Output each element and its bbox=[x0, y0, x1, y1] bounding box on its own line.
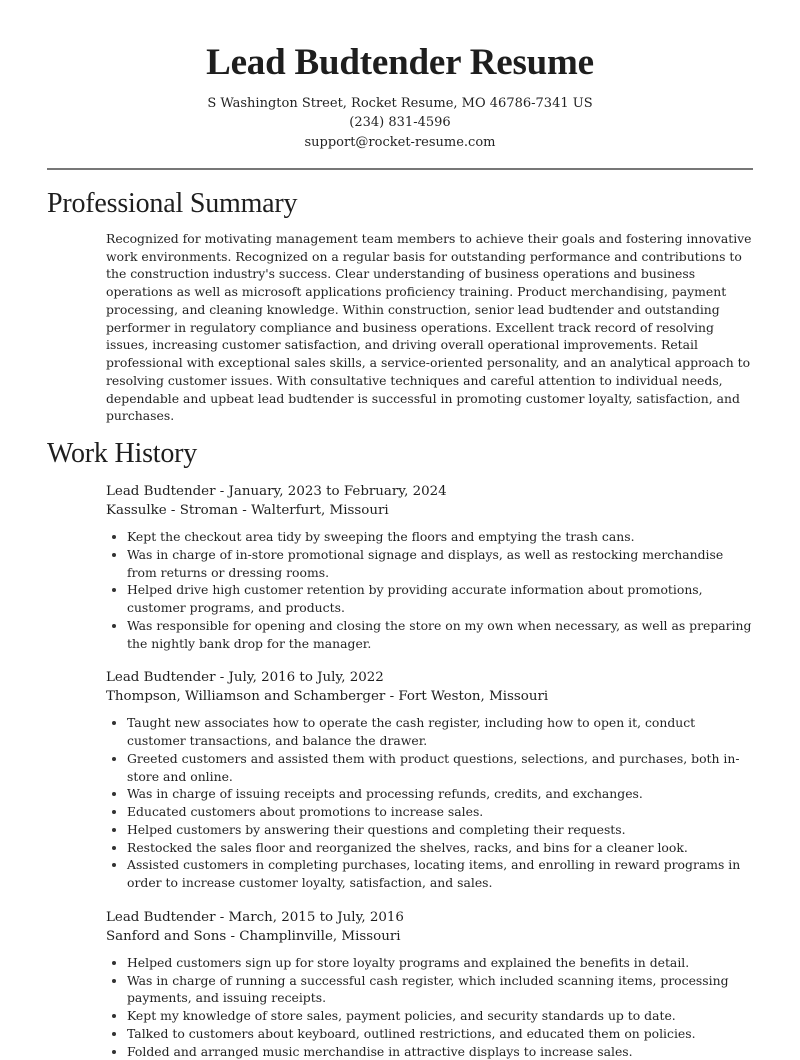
list-item: Was responsible for opening and closing the store on my own when necessary, as well as preparing the nightly bank drop for the manager. bbox=[127, 617, 754, 653]
job-company-location: Kassulke - Stroman - Walterfurt, Missouri bbox=[106, 503, 389, 519]
summary-heading: Professional Summary bbox=[47, 187, 298, 219]
job-entry bbox=[106, 908, 754, 1060]
contact-phone: (234) 831-4596 bbox=[349, 115, 451, 131]
job-entry bbox=[106, 668, 754, 892]
list-item: Kept my knowledge of store sales, payment policies, and security standards up to date. bbox=[127, 1007, 754, 1025]
header-divider bbox=[47, 168, 753, 170]
contact-address: S Washington Street, Rocket Resume, MO 46786-7341 US bbox=[207, 96, 593, 111]
list-item: Talked to customers about keyboard, outlined restrictions, and educated them on policies. bbox=[127, 1025, 754, 1043]
job-company-location: Thompson, Williamson and Schamberger - Fort Weston, Missouri bbox=[106, 689, 549, 705]
summary-text: Recognized for motivating management team members to achieve their goals and fostering innovative work environments. Recognized on a regular basis for outstanding performance and contributions to the construction industry's success. Clear understanding of business operations and business operations as well as microsoft applications proficiency training. Product merchandising, payment processing, and cleaning knowledge. Within construction, senior lead budtender and outstanding performer in regulatory compliance and business operations. Excellent track record of resolving issues, increasing customer satisfaction, and driving overall operational improvements. Retail professional with exceptional sales skills, a service-oriented personality, and an analytical approach to resolving customer issues. With consultative techniques and careful attention to individual needs, dependable and upbeat lead budtender is successful in promoting customer loyalty, satisfaction, and purchases. bbox=[106, 230, 752, 424]
list-item: Was in charge of in-store promotional signage and displays, as well as restocking merchandise from returns or dressing rooms. bbox=[127, 546, 754, 582]
list-item: Folded and arranged music merchandise in attractive displays to increase sales. bbox=[127, 1043, 754, 1060]
contact-email: support@rocket-resume.com bbox=[304, 134, 496, 150]
list-item: Kept the checkout area tidy by sweeping the floors and emptying the trash cans. bbox=[127, 528, 754, 546]
list-item: Greeted customers and assisted them with product questions, selections, and purchases, both in-store and online. bbox=[127, 750, 754, 786]
job-title-dates: Lead Budtender - March, 2015 to July, 2016 bbox=[106, 909, 404, 925]
list-item: Helped customers by answering their questions and completing their requests. bbox=[127, 821, 754, 839]
list-item: Assisted customers in completing purchases, locating items, and enrolling in reward programs in order to increase customer loyalty, satisfaction, and sales. bbox=[127, 856, 754, 892]
job-title-dates: Lead Budtender - January, 2023 to February, 2024 bbox=[106, 484, 447, 500]
job-bullets bbox=[106, 528, 754, 652]
job-bullets bbox=[106, 714, 754, 892]
list-item: Restocked the sales floor and reorganized the shelves, racks, and bins for a cleaner look. bbox=[127, 839, 754, 857]
job-entry bbox=[106, 482, 754, 652]
resume-title: Lead Budtender Resume bbox=[206, 42, 594, 83]
job-bullets bbox=[106, 954, 754, 1060]
job-company-location: Sanford and Sons - Champlinville, Missouri bbox=[106, 928, 401, 944]
list-item: Was in charge of issuing receipts and processing refunds, credits, and exchanges. bbox=[127, 785, 754, 803]
work-history-heading: Work History bbox=[47, 438, 198, 470]
job-title-dates: Lead Budtender - July, 2016 to July, 2022 bbox=[106, 670, 384, 686]
list-item: Helped drive high customer retention by providing accurate information about promotions, customer programs, and products. bbox=[127, 581, 754, 617]
resume-header bbox=[0, 0, 800, 152]
contact-info bbox=[0, 94, 800, 152]
list-item: Helped customers sign up for store loyalty programs and explained the benefits in detail. bbox=[127, 954, 754, 972]
list-item: Was in charge of running a successful cash register, which included scanning items, processing payments, and issuing receipts. bbox=[127, 972, 754, 1008]
list-item: Taught new associates how to operate the cash register, including how to open it, conduct customer transactions, and balance the drawer. bbox=[127, 714, 754, 750]
list-item: Educated customers about promotions to increase sales. bbox=[127, 803, 754, 821]
